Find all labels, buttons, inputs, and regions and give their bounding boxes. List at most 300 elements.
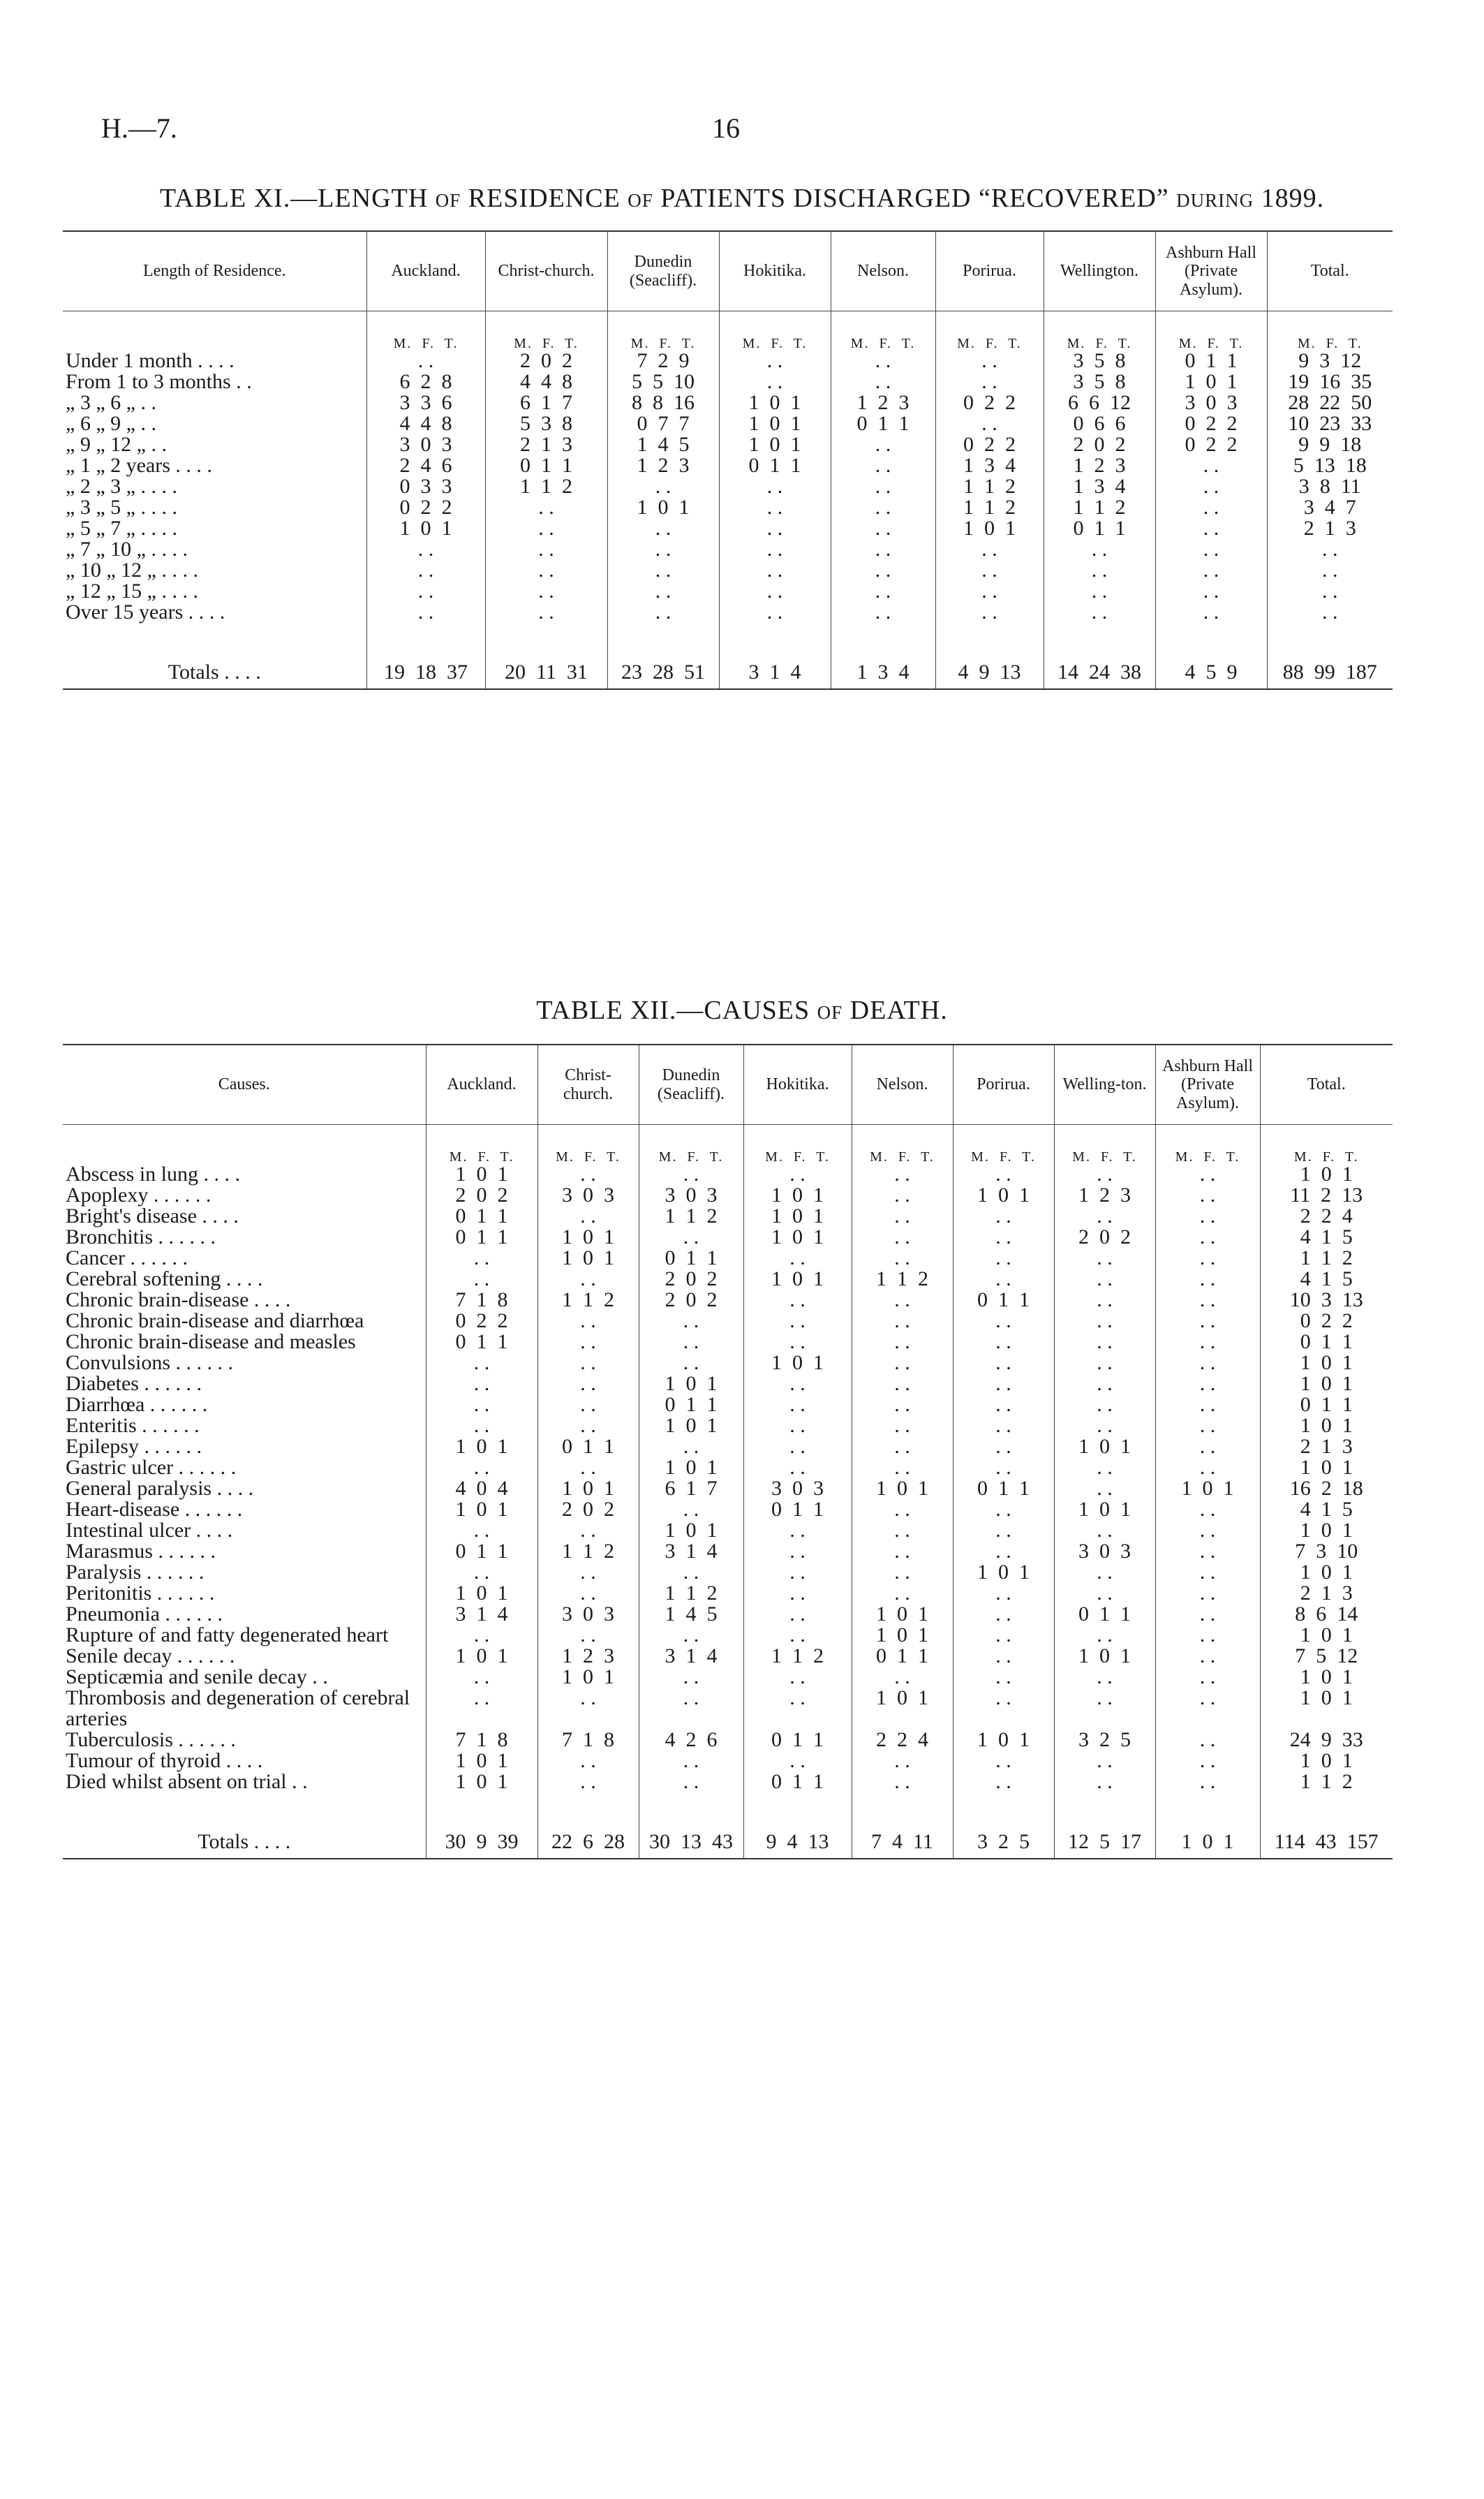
table-row <box>63 434 1393 455</box>
sex-subheader: M. F. T. <box>831 311 935 351</box>
data-cell: . . <box>639 1667 743 1688</box>
data-cell: . . <box>719 581 831 602</box>
data-cell: . . <box>1054 1750 1155 1771</box>
data-cell: . . <box>1054 1562 1155 1583</box>
row-label: Gastric ulcer . . . . . . <box>66 1456 237 1479</box>
data-cell: . . <box>719 560 831 581</box>
data-cell: 7 2 9 <box>607 351 719 371</box>
data-cell: 1 1 2 <box>1260 1248 1393 1269</box>
data-cell: 1 0 1 <box>639 1415 743 1436</box>
data-cell: 0 2 2 <box>426 1311 537 1332</box>
data-cell: . . <box>953 1520 1054 1541</box>
data-cell: . . <box>1155 1688 1260 1730</box>
data-cell: 0 1 1 <box>426 1332 537 1352</box>
data-cell: . . <box>1155 1352 1260 1373</box>
data-cell: . . <box>639 1311 743 1332</box>
data-cell: . . <box>953 1436 1054 1457</box>
data-cell: . . <box>852 1248 953 1269</box>
data-cell: 0 1 1 <box>719 455 831 476</box>
data-cell: . . <box>1155 1373 1260 1394</box>
data-cell: 2 1 3 <box>1260 1436 1393 1457</box>
column-header: Christ-church. <box>485 231 607 311</box>
data-cell: . . <box>852 1436 953 1457</box>
data-cell: 1 0 1 <box>743 1352 852 1373</box>
data-cell: 0 6 6 <box>1044 413 1155 434</box>
column-header: Hokitika. <box>743 1045 852 1125</box>
data-cell: . . <box>485 602 607 623</box>
data-cell: . . <box>831 539 935 560</box>
data-cell: . . <box>426 1373 537 1394</box>
data-cell: . . <box>743 1436 852 1457</box>
data-cell: 1 0 1 <box>1155 1478 1260 1499</box>
data-cell: 1 0 1 <box>852 1688 953 1730</box>
data-cell: 1 0 1 <box>852 1604 953 1625</box>
data-cell: . . <box>1155 1227 1260 1248</box>
table-row <box>63 1311 1393 1332</box>
row-label: Paralysis . . . . . . <box>66 1561 205 1584</box>
data-cell: . . <box>831 455 935 476</box>
data-cell: . . <box>426 1625 537 1646</box>
data-cell: . . <box>1155 1164 1260 1185</box>
data-cell: . . <box>1054 1290 1155 1311</box>
data-cell: 6 2 8 <box>366 371 485 392</box>
table-row <box>63 351 1393 371</box>
data-cell: . . <box>639 1688 743 1730</box>
data-cell: 0 1 1 <box>1260 1394 1393 1415</box>
data-cell: 1 0 1 <box>743 1185 852 1206</box>
data-cell: . . <box>1054 1269 1155 1290</box>
data-cell: 1 0 1 <box>1054 1436 1155 1457</box>
data-cell: 1 0 1 <box>1260 1625 1393 1646</box>
data-cell: . . <box>1155 1248 1260 1269</box>
data-cell: . . <box>1044 602 1155 623</box>
data-cell: 1 1 2 <box>1260 1771 1393 1792</box>
data-cell: . . <box>719 351 831 371</box>
data-cell: . . <box>1155 455 1267 476</box>
data-cell: . . <box>1155 1604 1260 1625</box>
data-cell: 0 1 1 <box>953 1478 1054 1499</box>
table-row <box>63 1499 1393 1520</box>
data-cell: . . <box>537 1164 639 1185</box>
data-cell: 2 0 2 <box>537 1499 639 1520</box>
table-row <box>63 1667 1393 1688</box>
data-cell: . . <box>1155 1771 1260 1792</box>
spacer <box>953 1792 1054 1827</box>
data-cell: . . <box>426 1269 537 1290</box>
table-row <box>63 1352 1393 1373</box>
data-cell: . . <box>485 539 607 560</box>
data-cell: . . <box>537 1520 639 1541</box>
header-label-column: Length of Residence. <box>63 231 366 311</box>
data-cell: 1 1 2 <box>485 476 607 497</box>
sex-subheader: M. F. T. <box>852 1125 953 1165</box>
totals-cell: 20 11 31 <box>485 658 607 689</box>
data-cell: 0 1 1 <box>743 1730 852 1750</box>
data-cell: . . <box>1267 581 1393 602</box>
data-cell: . . <box>426 1248 537 1269</box>
data-cell: 1 2 3 <box>537 1646 639 1667</box>
data-cell: 0 1 1 <box>743 1499 852 1520</box>
data-cell: 0 1 1 <box>1044 518 1155 539</box>
table-row <box>63 1227 1393 1248</box>
data-cell: . . <box>1155 1730 1260 1750</box>
data-cell: 1 0 1 <box>743 1206 852 1227</box>
data-cell: 3 8 11 <box>1267 476 1393 497</box>
data-cell: 1 0 1 <box>1054 1646 1155 1667</box>
data-cell: . . <box>852 1227 953 1248</box>
data-cell: . . <box>935 581 1044 602</box>
data-cell: 5 13 18 <box>1267 455 1393 476</box>
row-label: Bronchitis . . . . . . <box>66 1225 216 1248</box>
data-cell: . . <box>953 1352 1054 1373</box>
data-cell: . . <box>1155 497 1267 518</box>
data-cell: . . <box>743 1332 852 1352</box>
sex-subheader: M. F. T. <box>1044 311 1155 351</box>
data-cell: 1 1 2 <box>743 1646 852 1667</box>
row-label: Intestinal ulcer . . . . <box>66 1519 233 1542</box>
data-cell: . . <box>1155 1750 1260 1771</box>
data-cell: 1 0 1 <box>537 1248 639 1269</box>
data-cell: 3 3 6 <box>366 392 485 413</box>
column-header: Ashburn Hall (Private Asylum). <box>1155 231 1267 311</box>
data-cell: 4 0 4 <box>426 1478 537 1499</box>
data-cell: . . <box>719 497 831 518</box>
data-cell: 19 16 35 <box>1267 371 1393 392</box>
row-label: Abscess in lung . . . . <box>66 1163 240 1186</box>
data-cell: . . <box>743 1541 852 1562</box>
data-cell: . . <box>1155 581 1267 602</box>
totals-cell: 1 0 1 <box>1155 1827 1260 1859</box>
data-cell: . . <box>852 1541 953 1562</box>
table-row <box>63 371 1393 392</box>
spacer <box>1260 1792 1393 1827</box>
data-cell: 0 1 1 <box>1260 1332 1393 1352</box>
data-cell: . . <box>852 1373 953 1394</box>
table-row <box>63 1394 1393 1415</box>
data-cell: 1 1 2 <box>639 1206 743 1227</box>
column-header: Wellington. <box>1044 231 1155 311</box>
data-cell: . . <box>953 1332 1054 1352</box>
table-xii-causes-of-death <box>63 1044 1393 1859</box>
data-cell: . . <box>639 1227 743 1248</box>
totals-label: Totals . . . . <box>63 658 366 689</box>
data-cell: 0 1 1 <box>831 413 935 434</box>
data-cell: 4 1 5 <box>1260 1269 1393 1290</box>
data-cell: . . <box>852 1520 953 1541</box>
row-label: Under 1 month . . . . <box>66 349 235 372</box>
data-cell: 1 0 1 <box>719 434 831 455</box>
column-header: Dunedin (Seacliff). <box>639 1045 743 1125</box>
table-row <box>63 1730 1393 1750</box>
data-cell: . . <box>831 518 935 539</box>
totals-cell: 3 1 4 <box>719 658 831 689</box>
column-header: Nelson. <box>831 231 935 311</box>
data-cell: 10 3 13 <box>1260 1290 1393 1311</box>
row-label: „ 3 „ 5 „ . . . . <box>66 496 177 519</box>
data-cell: . . <box>426 1667 537 1688</box>
data-cell: . . <box>1155 1206 1260 1227</box>
data-cell: 1 0 1 <box>1260 1164 1393 1185</box>
data-cell: 3 1 4 <box>639 1541 743 1562</box>
row-label: „ 7 „ 10 „ . . . . <box>66 538 188 561</box>
data-cell: 1 0 1 <box>953 1185 1054 1206</box>
data-cell: 0 2 2 <box>935 434 1044 455</box>
row-label: „ 9 „ 12 „ . . <box>66 433 167 456</box>
spacer <box>831 623 935 658</box>
table-row <box>63 1771 1393 1792</box>
totals-cell: 4 5 9 <box>1155 658 1267 689</box>
data-cell: . . <box>426 1394 537 1415</box>
totals-cell: 14 24 38 <box>1044 658 1155 689</box>
data-cell: . . <box>743 1311 852 1332</box>
spacer <box>537 1792 639 1827</box>
data-cell: . . <box>1054 1373 1155 1394</box>
row-label: Epilepsy . . . . . . <box>66 1435 202 1458</box>
data-cell: . . <box>743 1248 852 1269</box>
data-cell: 16 2 18 <box>1260 1478 1393 1499</box>
data-cell: . . <box>1054 1625 1155 1646</box>
row-label: „ 12 „ 15 „ . . . . <box>66 580 198 603</box>
data-cell: 4 1 5 <box>1260 1227 1393 1248</box>
spacer <box>935 623 1044 658</box>
data-cell: . . <box>366 560 485 581</box>
data-cell: . . <box>426 1688 537 1730</box>
data-cell: . . <box>485 581 607 602</box>
sex-subheader: M. F. T. <box>485 311 607 351</box>
table-row <box>63 455 1393 476</box>
table-xi-title <box>0 183 1484 214</box>
data-cell: . . <box>1054 1248 1155 1269</box>
sex-subheader: M. F. T. <box>719 311 831 351</box>
data-cell: . . <box>1155 1646 1260 1667</box>
data-cell: . . <box>1155 602 1267 623</box>
totals-cell: 1 3 4 <box>831 658 935 689</box>
data-cell: . . <box>1267 602 1393 623</box>
data-cell: . . <box>537 1625 639 1646</box>
data-cell: 1 0 1 <box>1260 1688 1393 1730</box>
totals-cell: 30 13 43 <box>639 1827 743 1859</box>
totals-label: Totals . . . . <box>63 1827 426 1859</box>
table-row <box>63 539 1393 560</box>
data-cell: 2 1 3 <box>1267 518 1393 539</box>
row-label: Enteritis . . . . . . <box>66 1414 200 1437</box>
data-cell: . . <box>852 1311 953 1332</box>
row-label: Convulsions . . . . . . <box>66 1351 234 1374</box>
data-cell: . . <box>852 1499 953 1520</box>
data-cell: . . <box>743 1667 852 1688</box>
data-cell: 0 1 1 <box>852 1646 953 1667</box>
data-cell: . . <box>953 1394 1054 1415</box>
table-row <box>63 1206 1393 1227</box>
data-cell: . . <box>743 1583 852 1604</box>
table-row <box>63 1373 1393 1394</box>
data-cell: 2 2 4 <box>852 1730 953 1750</box>
data-cell: . . <box>1155 1436 1260 1457</box>
column-header: Auckland. <box>426 1045 537 1125</box>
data-cell: . . <box>719 518 831 539</box>
data-cell: 1 0 1 <box>852 1478 953 1499</box>
data-cell: . . <box>537 1688 639 1730</box>
data-cell: 4 1 5 <box>1260 1499 1393 1520</box>
row-label: Rupture of and fatty degenerated heart <box>66 1623 389 1646</box>
data-cell: . . <box>1054 1478 1155 1499</box>
row-label: Heart-disease . . . . . . <box>66 1498 243 1521</box>
totals-cell: 88 99 187 <box>1267 658 1393 689</box>
table-row <box>63 1185 1393 1206</box>
data-cell: 5 5 10 <box>607 371 719 392</box>
sex-subheader: M. F. T. <box>639 1125 743 1165</box>
table-xii-title-text: TABLE XII.—CAUSES of DEATH. <box>536 996 948 1025</box>
spacer <box>485 623 607 658</box>
data-cell: . . <box>852 1290 953 1311</box>
data-cell: . . <box>953 1248 1054 1269</box>
table-row <box>63 1604 1393 1625</box>
data-cell: . . <box>485 560 607 581</box>
data-cell: 1 0 1 <box>1260 1352 1393 1373</box>
data-cell: . . <box>1155 1667 1260 1688</box>
totals-cell: 30 9 39 <box>426 1827 537 1859</box>
row-label: Apoplexy . . . . . . <box>66 1184 212 1207</box>
data-cell: 0 2 2 <box>1155 413 1267 434</box>
data-cell: 1 3 4 <box>935 455 1044 476</box>
data-cell: . . <box>1054 1771 1155 1792</box>
data-cell: 0 1 1 <box>426 1206 537 1227</box>
row-label: Pneumonia . . . . . . <box>66 1602 223 1626</box>
data-cell: 1 0 1 <box>852 1625 953 1646</box>
data-cell: 3 1 4 <box>426 1604 537 1625</box>
data-cell: . . <box>953 1227 1054 1248</box>
column-header: Hokitika. <box>719 231 831 311</box>
data-cell: 3 0 3 <box>1054 1541 1155 1562</box>
sex-subheader: M. F. T. <box>607 311 719 351</box>
data-cell: . . <box>852 1332 953 1352</box>
data-cell: . . <box>831 476 935 497</box>
sex-subheader: M. F. T. <box>366 311 485 351</box>
row-label: Chronic brain-disease and measles <box>66 1330 356 1353</box>
data-cell: . . <box>953 1646 1054 1667</box>
data-cell: 0 1 1 <box>485 455 607 476</box>
data-cell: . . <box>743 1290 852 1311</box>
data-cell: 1 2 3 <box>1054 1185 1155 1206</box>
data-cell: 1 0 1 <box>1260 1373 1393 1394</box>
data-cell: 1 0 1 <box>743 1269 852 1290</box>
spacer <box>426 1792 537 1827</box>
data-cell: 1 0 1 <box>607 497 719 518</box>
data-cell: . . <box>639 1625 743 1646</box>
data-cell: . . <box>1155 476 1267 497</box>
data-cell: 2 0 2 <box>485 351 607 371</box>
row-label: Senile decay . . . . . . <box>66 1644 235 1667</box>
table-row <box>63 1248 1393 1269</box>
data-cell: 0 1 1 <box>639 1394 743 1415</box>
data-cell: . . <box>852 1457 953 1478</box>
column-header: Total. <box>1260 1045 1393 1125</box>
data-cell: 1 0 1 <box>1260 1457 1393 1478</box>
data-cell: 3 0 3 <box>743 1478 852 1499</box>
data-cell: 3 1 4 <box>639 1646 743 1667</box>
data-cell: . . <box>852 1394 953 1415</box>
data-cell: . . <box>1155 539 1267 560</box>
data-cell: . . <box>1155 1311 1260 1332</box>
data-cell: 7 5 12 <box>1260 1646 1393 1667</box>
sex-subheader: M. F. T. <box>953 1125 1054 1165</box>
data-cell: 2 0 2 <box>1044 434 1155 455</box>
data-cell: . . <box>1054 1520 1155 1541</box>
data-cell: . . <box>537 1352 639 1373</box>
data-cell: 0 2 2 <box>1155 434 1267 455</box>
data-cell: . . <box>1155 560 1267 581</box>
data-cell: . . <box>719 476 831 497</box>
data-cell: 1 0 1 <box>1155 371 1267 392</box>
data-cell: 2 0 2 <box>639 1269 743 1290</box>
table-row <box>63 1164 1393 1185</box>
data-cell: . . <box>1155 1415 1260 1436</box>
data-cell: . . <box>1054 1457 1155 1478</box>
row-label: Died whilst absent on trial . . <box>66 1770 308 1793</box>
sex-subheader: M. F. T. <box>1054 1125 1155 1165</box>
data-cell: 1 0 1 <box>1260 1667 1393 1688</box>
data-cell: 1 0 1 <box>426 1436 537 1457</box>
data-cell: 1 1 2 <box>852 1269 953 1290</box>
totals-cell: 3 2 5 <box>953 1827 1054 1859</box>
data-cell: . . <box>1054 1583 1155 1604</box>
data-cell: . . <box>485 497 607 518</box>
data-cell: . . <box>537 1206 639 1227</box>
row-label: General paralysis . . . . <box>66 1477 254 1500</box>
spacer <box>366 623 485 658</box>
data-cell: . . <box>1155 1520 1260 1541</box>
data-cell: 2 0 2 <box>639 1290 743 1311</box>
row-label: Tumour of thyroid . . . . <box>66 1749 263 1772</box>
data-cell: . . <box>743 1750 852 1771</box>
data-cell: . . <box>743 1457 852 1478</box>
data-cell: . . <box>639 1771 743 1792</box>
data-cell: 6 6 12 <box>1044 392 1155 413</box>
data-cell: 3 5 8 <box>1044 371 1155 392</box>
sex-subheader: M. F. T. <box>1260 1125 1393 1165</box>
data-cell: 0 2 2 <box>935 392 1044 413</box>
totals-cell: 19 18 37 <box>366 658 485 689</box>
table-row <box>63 1290 1393 1311</box>
table-row <box>63 1457 1393 1478</box>
data-cell: . . <box>426 1520 537 1541</box>
row-label: Septicæmia and senile decay . . <box>66 1665 328 1688</box>
data-cell: . . <box>639 1499 743 1520</box>
sex-subheader: M. F. T. <box>935 311 1044 351</box>
data-cell: . . <box>366 539 485 560</box>
data-cell: . . <box>1155 1290 1260 1311</box>
data-cell: . . <box>831 560 935 581</box>
table-xi-length-of-residence <box>63 230 1393 690</box>
spacer <box>63 623 366 658</box>
data-cell: . . <box>953 1688 1054 1730</box>
sex-subheader: M. F. T. <box>426 1125 537 1165</box>
data-cell: 0 1 1 <box>743 1771 852 1792</box>
data-cell: . . <box>607 476 719 497</box>
row-label: „ 5 „ 7 „ . . . . <box>66 517 177 540</box>
column-header: Nelson. <box>852 1045 953 1125</box>
data-cell: . . <box>743 1604 852 1625</box>
data-cell: . . <box>953 1583 1054 1604</box>
data-cell: 1 2 3 <box>607 455 719 476</box>
data-cell: 3 0 3 <box>537 1185 639 1206</box>
data-cell: 1 0 1 <box>426 1646 537 1667</box>
data-cell: 2 0 2 <box>1054 1227 1155 1248</box>
data-cell: . . <box>953 1415 1054 1436</box>
data-cell: 1 0 1 <box>426 1499 537 1520</box>
data-cell: . . <box>537 1269 639 1290</box>
data-cell: . . <box>852 1352 953 1373</box>
